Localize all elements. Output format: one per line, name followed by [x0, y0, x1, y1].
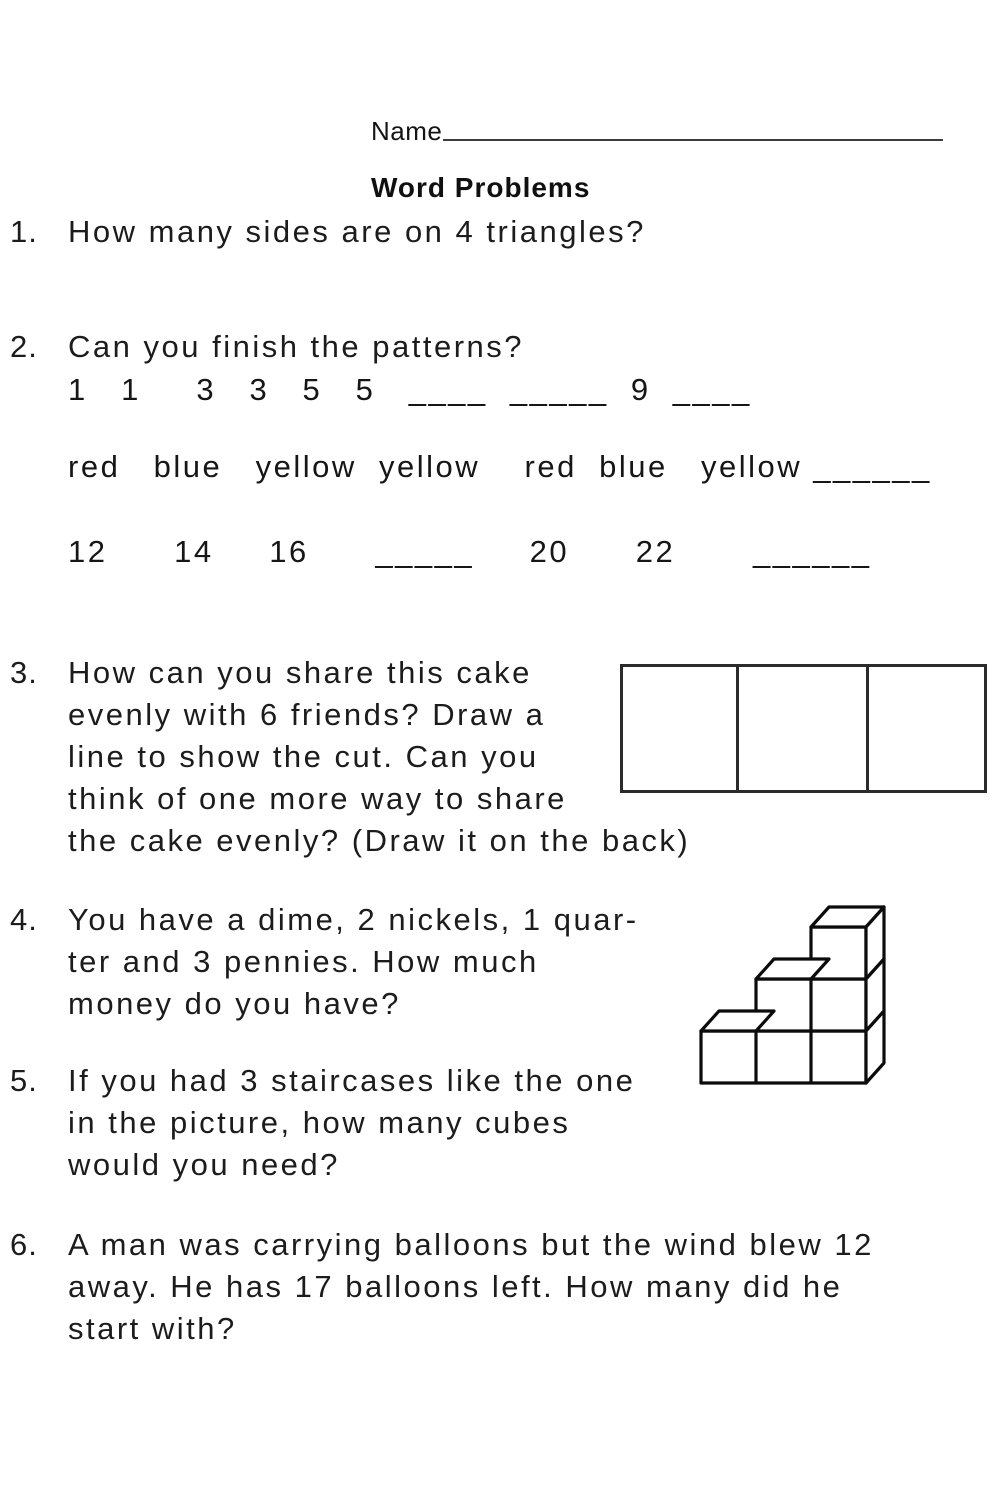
- pattern-row-colors: red blue yellow yellow red blue yellow ______: [68, 449, 932, 484]
- question-5-text: in the picture, how many cubes: [68, 1105, 571, 1140]
- question-4-text: ter and 3 pennies. How much: [68, 944, 539, 979]
- cake-divider-line: [866, 667, 869, 790]
- question-1-number: 1.: [10, 214, 38, 249]
- question-3-text: How can you share this cake: [68, 655, 532, 690]
- question-4: [10, 899, 639, 1025]
- question-6-text: away. He has 17 balloons left. How many did he: [68, 1269, 843, 1304]
- worksheet-title: Word Problems: [371, 172, 591, 203]
- cake-rectangle-figure: [620, 664, 987, 793]
- question-6-text: A man was carrying balloons but the wind blew 12: [68, 1227, 874, 1262]
- question-3: [10, 652, 690, 862]
- question-3-text: the cake evenly? (Draw it on the back): [68, 823, 691, 858]
- question-2: [10, 326, 524, 368]
- question-3-text: evenly with 6 friends? Draw a: [68, 697, 546, 732]
- question-5: [10, 1060, 635, 1186]
- question-5-text: If you had 3 staircases like the one: [68, 1063, 636, 1098]
- name-label: Name: [371, 116, 443, 146]
- question-4-text: money do you have?: [68, 986, 401, 1021]
- question-1: [10, 211, 646, 253]
- question-6: [10, 1224, 874, 1350]
- pattern-row-numbers-odd: 1 1 3 3 5 5 ____ _____ 9 ____: [68, 372, 752, 407]
- staircase-cubes-figure: [693, 898, 898, 1093]
- question-3-number: 3.: [10, 655, 38, 690]
- question-6-text: start with?: [68, 1311, 237, 1346]
- pattern-row-numbers-even: 12 14 16 _____ 20 22 ______: [68, 534, 872, 569]
- question-5-number: 5.: [10, 1063, 38, 1098]
- question-4-text: You have a dime, 2 nickels, 1 quar-: [68, 902, 639, 937]
- question-4-number: 4.: [10, 902, 38, 937]
- question-5-text: would you need?: [68, 1147, 340, 1182]
- cake-divider-line: [736, 667, 739, 790]
- question-6-number: 6.: [10, 1227, 38, 1262]
- question-2-number: 2.: [10, 329, 38, 364]
- question-2-text: Can you finish the patterns?: [68, 329, 525, 364]
- question-3-text: line to show the cut. Can you: [68, 739, 539, 774]
- question-3-text: think of one more way to share: [68, 781, 567, 816]
- question-1-text: How many sides are on 4 triangles?: [68, 214, 646, 249]
- name-underline: [443, 139, 943, 141]
